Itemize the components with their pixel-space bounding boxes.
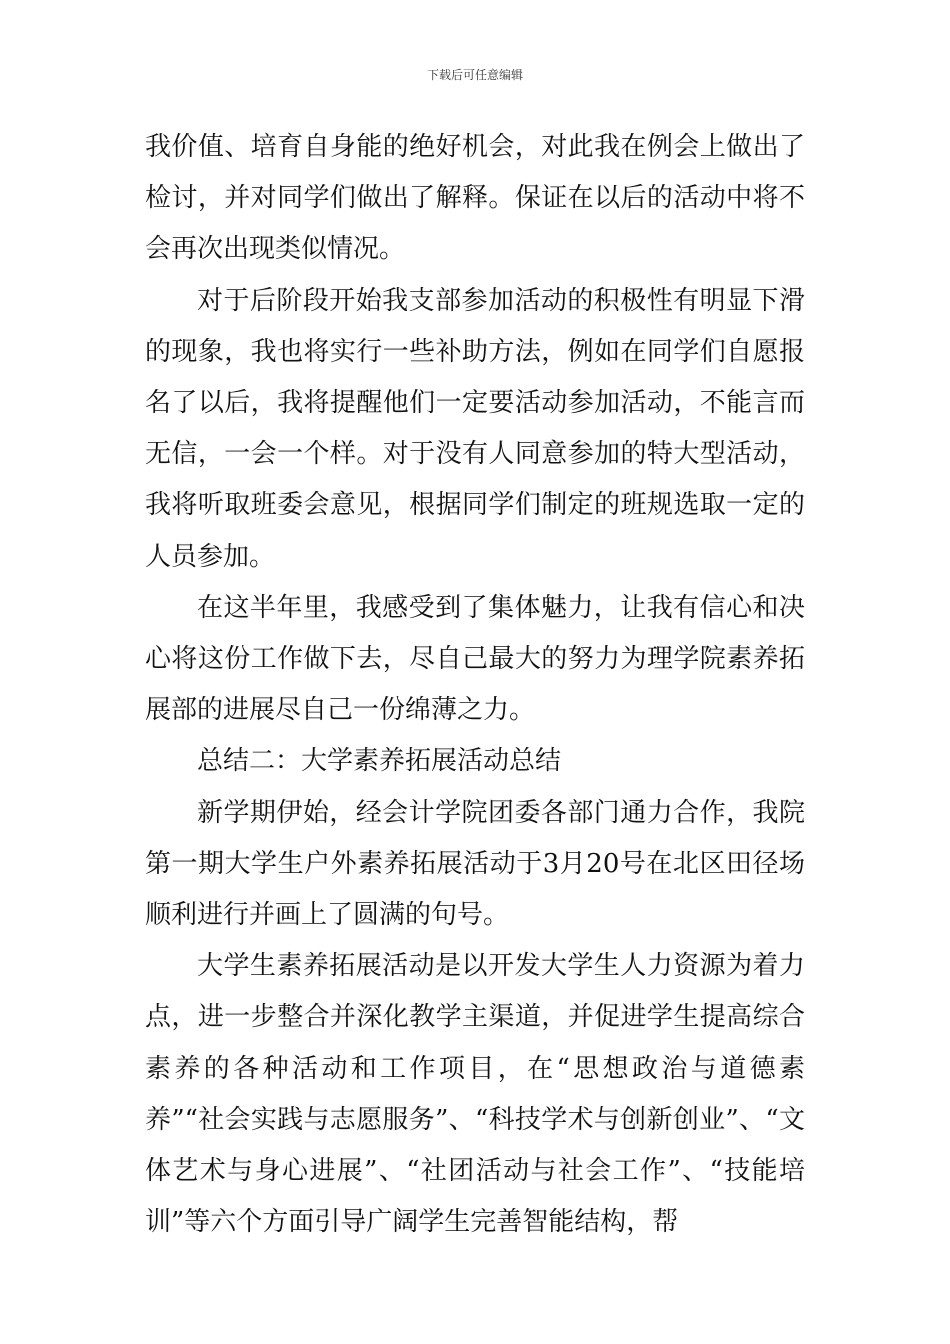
section-heading-summary-two: 总结二：大学素养拓展活动总结 <box>197 746 562 777</box>
paragraph-improvement-measures: 对于后阶段开始我支部参加活动的积极性有明显下滑的现象，我也将实行一些补助方法，例如在同学们自愿报名了以后，我将提醒他们一定要活动参加活动，不能言而无信，一会一个样。对于没有人同意参加的特大型活动，我将听取班委会意见，根据同学们制定的班规选取一定的人员参加。 <box>145 285 805 572</box>
paragraph-new-semester: 新学期伊始，经会计学院团委各部门通力合作，我院第一期大学生户外素养拓展活动于3月20号在北区田径场顺利进行并画上了圆满的句号。 <box>145 797 805 931</box>
paragraph-activity-description: 大学生素养拓展活动是以开发大学生人力资源为着力点，进一步整合并深化教学主渠道，并促进学生提高综合素养的各种活动和工作项目，在“思想政治与道德素养”“社会实践与志愿服务”、“科技学术与创新创业”、“文体艺术与身心进展”、“社团活动与社会工作”、“技能培训”等六个方面引导广阔学生完善智能结构，帮 <box>145 951 805 1238</box>
paragraph-continuation: 我价值、培育自身能的绝好机会，对此我在例会上做出了检讨，并对同学们做出了解释。保证在以后的活动中将不会再次出现类似情况。 <box>145 132 805 265</box>
paragraph-half-year-reflection: 在这半年里，我感受到了集体魅力，让我有信心和决心将这份工作做下去，尽自己最大的努力为理学院素养拓展部的进展尽自己一份绵薄之力。 <box>145 592 805 726</box>
page-header: 下载后可任意编辑 <box>426 68 523 82</box>
document-body <box>145 122 805 1248</box>
